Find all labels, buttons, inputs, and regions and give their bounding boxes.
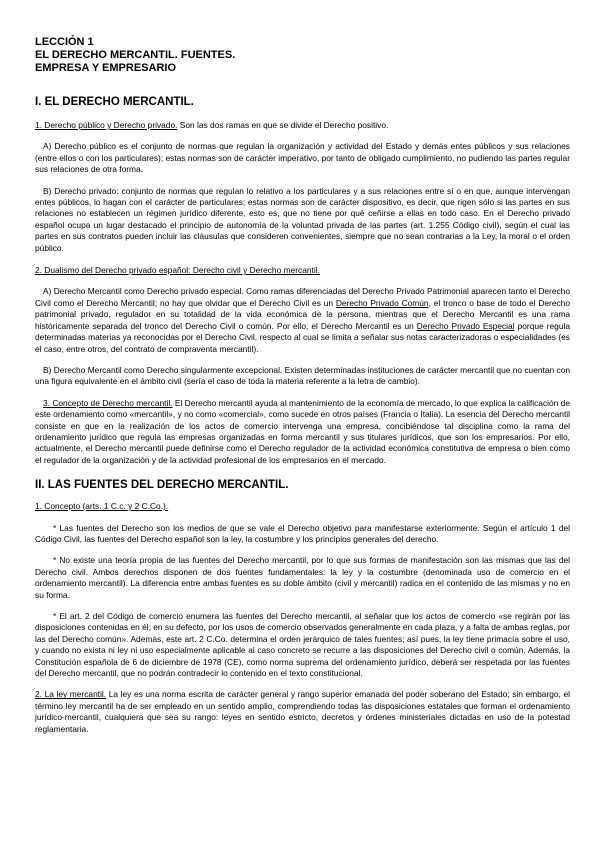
lesson-title-line-2: EMPRESA Y EMPRESARIO	[35, 62, 176, 74]
lesson-number: LECCIÓN 1	[35, 36, 94, 48]
subsection-label: 2. Dualismo del Derecho privado español: Derecho civil y Derecho mercantil.	[35, 265, 320, 276]
underlined-term: Derecho Privado Especial	[416, 320, 515, 331]
paragraph-private-law: B) Derecho privado: conjunto de normas que regulan lo relativo a los particulares y a sus relaciones entre sí o en que, aunque intervengan entes públicos, lo hagan con el carácter de particulares; estas normas son de carácter dispositivo, es decir, que rigen sólo si las partes en sus relaciones no establecen un régimen jurídico diferente, esto es, que no tiene por qué ceñirse a ellas en todo caso. En el Derecho privado español ocupa un lugar destacado el principio de autonomía de la voluntad privada de las partes (art. 1.255 Código civil), según el cual las partes en sus contratos pueden incluir las cláusulas que consideren convenientes, siempre que no sean contrarias a la Ley, la moral o el orden público.	[35, 185, 570, 253]
subsection-text: La ley es una norma escrita de carácter general y rango superior emanada del poder soberano del Estado; sin embargo, el término ley mercantil ha de ser empleado en un sentido amplio, comprendiendo todas las disposiciones estatales que forman el ordenamiento jurídico-mercantil, cualquiera que sea su rango: leyes en sentido estricto, decretos y órdenes ministeriales dictadas en uso de la potestad reglamentaria.	[35, 689, 571, 734]
subsection-1-2	[35, 265, 570, 276]
text-run: porque regula determinadas materias ya reconocidas por el Derecho Civil, respecto al cual se limita a señalar sus notas caracterizadoras o especialidades (es el caso, entre otros, del contrato de compraventa mercantil).	[35, 320, 570, 354]
subsection-label: 1. Concepto (arts. 1 C.c. y 2 C.Co.).	[35, 501, 169, 512]
lesson-title	[35, 36, 570, 75]
text-run: , el tronco o base de todo el Derecho patrimonial privado, regulador en su totalidad de la vida económica de la persona, mientras que el Derecho Mercantil es una rama históricamente separada del tronco del Derecho Civil o común. Por ello, el Derecho Mercantil es un	[35, 297, 570, 331]
text-run: A) Derecho Mercantil como Derecho privado especial. Como ramas diferenciadas del Derecho Privado Patrimonial aparecen tanto el Derecho Civil como el Derecho Mercantil; no hay que olvidar que el Derecho Civil es un	[35, 286, 570, 308]
subsection-label: 3. Concepto de Derecho mercantil.	[43, 397, 173, 408]
section-heading-2: II. LAS FUENTES DEL DERECHO MERCANTIL.	[35, 479, 289, 492]
subsection-label: 2. La ley mercantil.	[35, 689, 107, 700]
subsection-text: Son las dos ramas en que se divide el Derecho positivo.	[177, 120, 389, 130]
section-heading-1: I. EL DERECHO MERCANTIL.	[35, 96, 194, 108]
paragraph-sources-concept: * Las fuentes del Derecho son los medios de que se vale el Derecho objetivo para manifestarse exteriormente. Según el artículo 1 del Código Civil, las fuentes del Derecho español son la ley, la costumbre y los principios generales del derecho.	[35, 522, 570, 544]
paragraph-art-2-ccom: * El art. 2 del Código de comercio enumera las fuentes del Derecho mercantil, al señalar que los actos de comercio «se regirán por las disposiciones contenidas en él; en su defecto, por los usos de comercio observados generalmente en cada plaza, y a falta de ambas reglas, por las del Derecho común». Además, este art. 2 C.Co. determina el orden jerárquico de tales fuentes; así pues, la ley tiene primacía sobre el uso, y cuando no exista ni ley ni uso especialmente aplicable al caso concreto se recurre a las disposiciones del Derecho civil o común. Además, la Constitución española de 6 de diciembre de 1978 (CE), como norma suprema del ordenamiento jurídico, deberá ser respetada por las fuentes del Derecho mercantil, que no podrán contradecir lo contenido en el texto constitucional.	[35, 611, 570, 679]
subsection-text: El Derecho mercantil ayuda al mantenimiento de la economía de mercado, lo que explica la calificación de este ordenamiento como «mercantil», y no como «comercial», como sucede en otros países (Francia o Italia). La esencia del Derecho mercantil consiste en que en la realización de los actos de comercio intervenga una empresa, concibiéndose tal disciplina como la rama del ordenamiento jurídico que regula las empresas organizadas en forma mercantil y sus titulares jurídicos, que son los empresarios. Por ello, actualmente, el Derecho mercantil puede definirse como el Derecho regulador de la actividad económica constitutiva de empresa o bien como el regulador de la organización y de la actividad profesional de los empresarios en el mercado.	[35, 397, 570, 465]
paragraph-public-law: A) Derecho público es el conjunto de normas que regulan la organización y actividad del Estado y demás entes públicos y sus relaciones (entre ellos o con los particulares); estas normas son de carácter imperativo, por tanto de obligado cumplimiento, no pudiendo las partes regular sus relaciones de otra forma.	[35, 141, 570, 175]
underlined-term: Derecho Privado Común	[335, 297, 429, 308]
document-page	[35, 36, 570, 735]
subsection-1-1	[35, 120, 570, 131]
paragraph-sources-theory: * No existe una teoría propia de las fuentes del Derecho mercantil, por lo que sus formas de manifestación son las mismas que las del Derecho civil. Ambos derechos disponen de dos fuentes fundamentales: la ley y la costumbre (denominada uso de comercio en el ordenamiento mercantil). La diferencia entre ambas fuentes es su doble ámbito (civil y mercantil) radica en el contenido de las mismas y no en su forma.	[35, 555, 570, 600]
paragraph-special-private-law	[35, 286, 570, 354]
paragraph-exceptional-law: B) Derecho Mercantil como Derecho singularmente excepcional. Existen determinadas instituciones de carácter mercantil que no cuentan con una figura equivalente en el ámbito civil (sería el caso de toda la materia referente a la letra de cambio).	[35, 364, 570, 387]
subsection-2-1	[35, 501, 570, 512]
subsection-1-3	[35, 398, 570, 466]
subsection-label: 1. Derecho público y Derecho privado.	[35, 120, 178, 130]
lesson-title-line-1: EL DERECHO MERCANTIL. FUENTES.	[35, 49, 236, 61]
subsection-2-2	[35, 689, 570, 735]
